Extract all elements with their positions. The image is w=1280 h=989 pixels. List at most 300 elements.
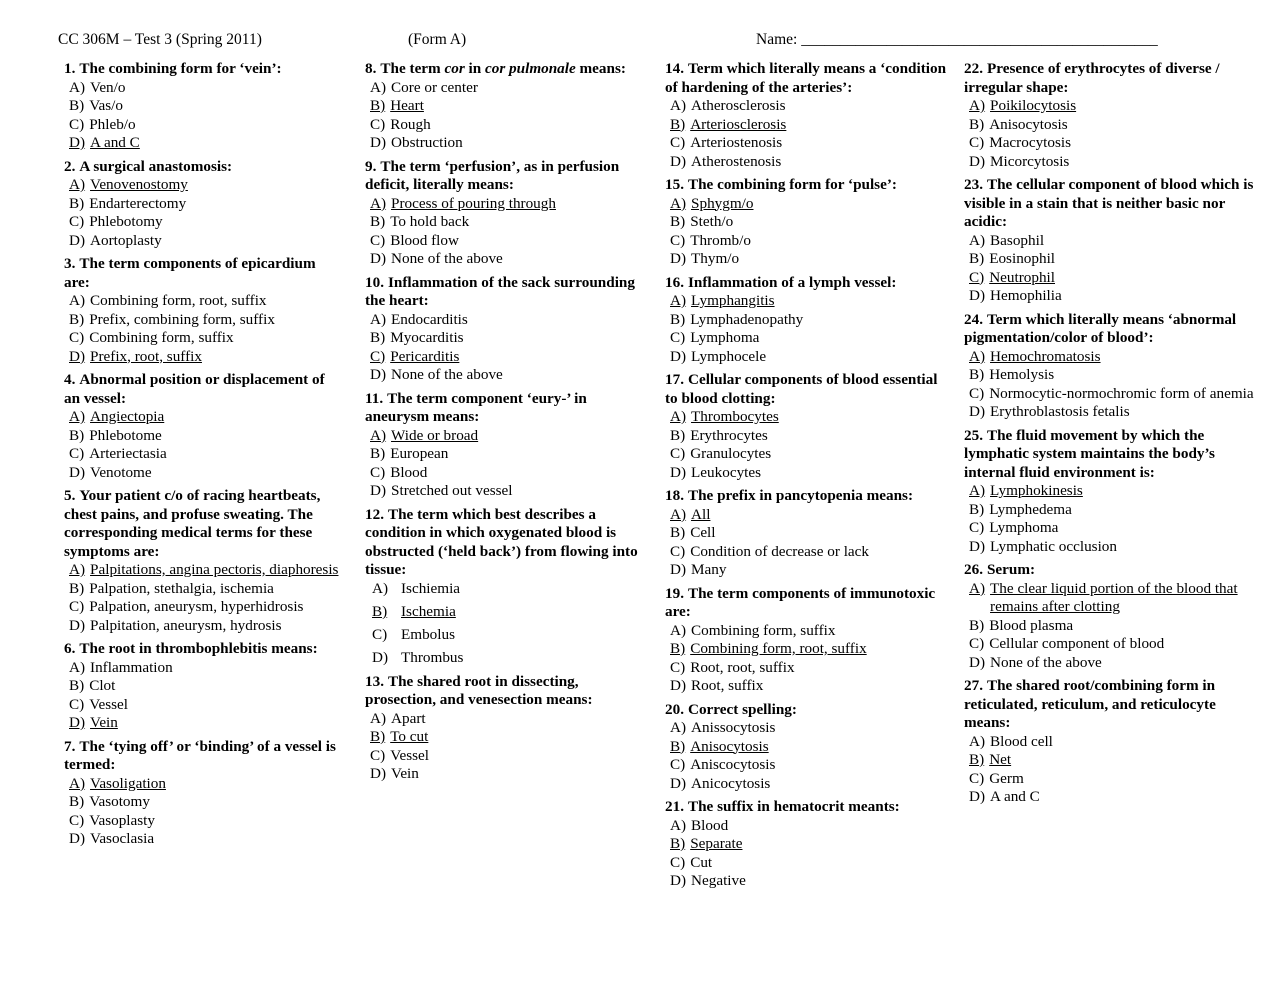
question-number: 23. <box>964 176 983 193</box>
option-letter: D) <box>670 774 687 792</box>
question-number: 4. <box>64 371 76 388</box>
option-text <box>690 854 950 873</box>
option-text <box>691 408 950 427</box>
question-column-1 <box>64 60 344 854</box>
question-item <box>64 371 344 482</box>
option-text-value: Combining form, root, suffix <box>690 640 867 657</box>
option-text-value: Steth/o <box>690 213 734 230</box>
option-text <box>90 464 344 483</box>
option-text <box>690 116 950 135</box>
option-text-value: Aniscocytosis <box>690 756 776 773</box>
option <box>64 329 344 348</box>
option-text-value: Palpation, aneurysm, hyperhidrosis <box>89 598 304 615</box>
option-letter: D) <box>370 765 387 783</box>
option <box>365 116 645 135</box>
option <box>964 403 1254 422</box>
option-text-value: Atherosclerosis <box>691 97 786 114</box>
question-text: The term component ‘eury-’ in aneurysm means: <box>365 389 587 425</box>
option-text <box>390 464 645 483</box>
option-letter: D) <box>69 231 86 249</box>
option-text-value: Stretched out vessel <box>391 482 513 499</box>
option-letter: A) <box>969 97 986 114</box>
question-number: 18. <box>665 487 684 504</box>
option-letter: B) <box>370 329 386 346</box>
option <box>64 97 344 116</box>
option-text <box>391 195 645 214</box>
question-item <box>665 487 950 580</box>
question-number: 7. <box>64 737 76 755</box>
option-text-value: Endocarditis <box>391 310 468 328</box>
option-text-value: Ischiemia <box>401 579 461 597</box>
option-text-value: Blood <box>390 463 428 481</box>
option-text-value: Granulocytes <box>690 445 772 462</box>
option-letter: C) <box>670 445 686 462</box>
option-text <box>989 250 1254 269</box>
option <box>64 598 344 617</box>
option-letter: C) <box>969 769 985 787</box>
question-stem <box>964 60 1254 97</box>
option-text <box>90 292 344 311</box>
option-text-value: Root, root, suffix <box>690 658 795 676</box>
option <box>665 153 950 172</box>
option <box>964 366 1254 385</box>
question-number: 6. <box>64 640 76 657</box>
option-text <box>990 153 1254 172</box>
option-text-value: Negative <box>691 872 746 889</box>
option <box>365 580 645 599</box>
option-text-value: Obstruction <box>391 134 463 151</box>
option-text <box>989 116 1254 135</box>
option-answer <box>365 97 645 116</box>
option-text-value: Phleb/o <box>89 115 136 133</box>
form-label: (Form A) <box>408 31 467 48</box>
option <box>64 580 344 599</box>
option-text-value: None of the above <box>990 653 1102 671</box>
option <box>64 677 344 696</box>
option-text <box>690 134 950 153</box>
option-text-value: Eosinophil <box>989 250 1056 267</box>
option-text-value: Process of pouring through <box>391 194 556 212</box>
question-text: Cellular components of blood essential to blood clotting: <box>665 371 938 407</box>
option-letter: B) <box>69 579 85 597</box>
option-text <box>89 116 344 135</box>
option <box>665 543 950 562</box>
question-stem <box>64 60 344 79</box>
question-stem <box>64 255 344 292</box>
stem-part: The term <box>380 60 445 77</box>
question-text: Your patient c/o of racing heartbeats, chest pains, and profuse sweating. The corresponding medical terms for these symptoms are: <box>64 487 321 560</box>
option <box>964 617 1254 636</box>
question-text: The fluid movement by which the lymphatic system maintains the body’s internal fluid environment is: <box>964 426 1215 481</box>
option-text <box>390 213 645 232</box>
option-letter: C) <box>370 115 386 133</box>
option-text <box>89 97 344 116</box>
option-letter: A) <box>969 482 986 499</box>
question-stem <box>665 798 950 817</box>
option <box>964 635 1254 654</box>
option-letter: C) <box>372 625 388 643</box>
option-letter: C) <box>670 658 686 676</box>
option-text <box>989 617 1254 636</box>
question-stem <box>665 371 950 408</box>
option-letter: C) <box>670 542 686 560</box>
option-text-value: Lymphoma <box>690 329 760 346</box>
option-text-value: Thrombus <box>401 649 464 667</box>
option <box>964 116 1254 135</box>
option-text <box>90 659 344 678</box>
question-item <box>665 371 950 482</box>
option-letter: A) <box>69 561 86 578</box>
option <box>365 366 645 385</box>
option-text <box>690 329 950 348</box>
question-text: The cellular component of blood which is visible in a stain that is neither basic nor acidic: <box>964 176 1254 230</box>
option-text <box>690 232 950 251</box>
option-text-value: Prefix, root, suffix <box>90 347 202 365</box>
option <box>64 617 344 636</box>
option-text <box>391 79 645 98</box>
option-text-value: Vasoligation <box>90 774 166 792</box>
option-text <box>690 445 950 464</box>
question-item <box>665 701 950 794</box>
stem-part: means: <box>575 60 626 77</box>
option-text <box>391 366 645 385</box>
question-stem <box>64 640 344 659</box>
option-text-value: Lymphocele <box>691 347 767 365</box>
option-text-value: Vas/o <box>89 97 123 114</box>
option <box>64 464 344 483</box>
option-answer <box>365 603 645 622</box>
option-answer <box>365 348 645 367</box>
option <box>64 812 344 831</box>
question-number: 27. <box>964 677 983 694</box>
option-text-value: Hemolysis <box>989 366 1055 383</box>
option-text <box>990 97 1254 116</box>
question-number: 22. <box>964 60 983 77</box>
option-text-value: Thromb/o <box>690 231 751 249</box>
option-letter: D) <box>69 463 86 481</box>
option-answer <box>64 561 344 580</box>
option-text <box>391 427 645 446</box>
option-text-value: The clear liquid portion of the blood that remains after clotting <box>990 579 1238 615</box>
question-text: Presence of erythrocytes of diverse / irregular shape: <box>964 60 1220 96</box>
option <box>64 292 344 311</box>
option <box>964 287 1254 306</box>
option-letter: A) <box>372 579 389 597</box>
option-letter: C) <box>969 134 985 151</box>
question-text: The term components of epicardium are: <box>64 255 316 291</box>
option-text-value: Combining form, root, suffix <box>90 292 267 309</box>
option-text-value: To cut <box>390 728 429 746</box>
option-text-value: Arteriosclerosis <box>690 115 787 133</box>
option-letter: A) <box>370 310 387 328</box>
option-text-value: Blood plasma <box>989 616 1074 634</box>
option-text-value: Vasoclasia <box>90 830 155 847</box>
question-stem <box>964 427 1254 483</box>
question-number: 13. <box>365 672 384 690</box>
option-letter: B) <box>370 445 386 462</box>
option-text-value: Combining form, suffix <box>89 329 234 346</box>
question-text: The term which best describes a condition in which oxygenated blood is obstructed (‘held back’) from flowing into tissue: <box>365 505 638 578</box>
option-letter: A) <box>370 709 387 727</box>
option-text <box>90 134 344 153</box>
option <box>665 250 950 269</box>
option-text-value: Blood cell <box>990 732 1053 750</box>
option-text-value: Lymphadenopathy <box>690 310 804 328</box>
option <box>665 427 950 446</box>
option-text <box>989 385 1254 404</box>
option-letter: C) <box>670 853 686 871</box>
option-letter: A) <box>370 78 387 96</box>
option-text-value: Anicocytosis <box>691 774 771 792</box>
option <box>365 445 645 464</box>
option <box>64 311 344 330</box>
option-text-value: Vessel <box>390 746 429 764</box>
option-letter: A) <box>670 816 687 834</box>
option-letter: D) <box>969 152 986 170</box>
option-answer <box>64 348 344 367</box>
option-letter: A) <box>969 579 986 597</box>
option-answer <box>665 292 950 311</box>
option <box>665 817 950 836</box>
option-text-value: Myocarditis <box>390 329 464 346</box>
option-letter: B) <box>370 728 386 746</box>
option-text <box>390 232 645 251</box>
option-text-value: Hemochromatosis <box>990 347 1101 365</box>
option <box>64 793 344 812</box>
question-text: Term which literally means ‘abnormal pigmentation/color of blood’: <box>964 310 1237 346</box>
option-letter: B) <box>69 97 85 114</box>
option-letter: A) <box>69 658 86 676</box>
question-stem <box>365 60 645 79</box>
option-text <box>390 329 645 348</box>
option-letter: B) <box>969 616 985 634</box>
option-answer <box>64 176 344 195</box>
option-text <box>989 269 1254 288</box>
option-letter: A) <box>370 194 387 212</box>
option-text <box>690 543 950 562</box>
option-answer <box>365 427 645 446</box>
option-text <box>89 213 344 232</box>
option-text <box>90 79 344 98</box>
option-answer <box>964 269 1254 288</box>
option-letter: D) <box>969 287 986 304</box>
option-letter: C) <box>969 519 985 536</box>
option-text <box>690 311 950 330</box>
question-text: Abnormal position or displacement of an vessel: <box>64 371 325 407</box>
option-text <box>390 445 645 464</box>
option <box>64 696 344 715</box>
option-text-value: European <box>390 445 449 462</box>
question-number: 12. <box>365 505 384 523</box>
option-letter: D) <box>370 482 387 499</box>
option-answer <box>665 738 950 757</box>
option-letter: B) <box>370 213 386 230</box>
option-letter: D) <box>969 537 986 555</box>
option-text-value: Heart <box>390 97 424 114</box>
option-text <box>989 635 1254 654</box>
option-text <box>990 654 1254 673</box>
question-number: 26. <box>964 561 983 578</box>
option-text <box>990 482 1254 501</box>
option-text-value: Angiectopia <box>90 408 165 425</box>
option-text-value: Basophil <box>990 231 1045 249</box>
question-number: 17. <box>665 371 684 388</box>
option-text-value: Wide or broad <box>391 426 479 444</box>
question-number: 15. <box>665 176 684 193</box>
option-text-value: Venovenostomy <box>90 176 188 193</box>
option-text <box>89 445 344 464</box>
question-stem <box>365 506 645 580</box>
question-stem <box>665 487 950 506</box>
option-text-value: Pericarditis <box>390 347 460 365</box>
option-text-value: To hold back <box>390 213 470 230</box>
option-letter: B) <box>69 310 85 328</box>
option-text <box>990 348 1254 367</box>
option-answer <box>665 116 950 135</box>
option-letter: A) <box>670 194 687 212</box>
option-letter: A) <box>969 347 986 365</box>
option-text <box>990 538 1254 557</box>
option-text <box>990 788 1254 807</box>
option <box>665 659 950 678</box>
option <box>665 854 950 873</box>
option <box>964 770 1254 789</box>
option-letter: B) <box>670 310 686 328</box>
option-answer <box>365 728 645 747</box>
option-text <box>391 765 645 784</box>
option-letter: C) <box>69 695 85 713</box>
option-text-value: None of the above <box>391 366 503 383</box>
option-letter: B) <box>969 500 985 518</box>
question-number: 20. <box>665 700 684 718</box>
option <box>64 232 344 251</box>
option <box>365 232 645 251</box>
question-stem <box>964 561 1254 580</box>
option-text <box>690 524 950 543</box>
option-answer <box>665 835 950 854</box>
option-text <box>690 738 950 757</box>
option-letter: B) <box>969 751 985 768</box>
option-letter: A) <box>670 719 687 736</box>
option-text <box>690 427 950 446</box>
question-text: Inflammation of a lymph vessel: <box>687 273 897 291</box>
question-stem <box>365 673 645 710</box>
option-text-value: Vasoplasty <box>89 811 155 829</box>
option-letter: D) <box>969 403 986 420</box>
question-number: 25. <box>964 426 983 444</box>
option-text-value: Cellular component of blood <box>989 635 1165 652</box>
option-text-value: Germ <box>989 769 1024 787</box>
question-item <box>964 60 1254 171</box>
option-text <box>990 232 1254 251</box>
question-column-2 <box>365 60 645 789</box>
option <box>964 134 1254 153</box>
option-letter: A) <box>969 231 986 249</box>
name-label: Name: <box>756 31 798 48</box>
question-stem <box>64 371 344 408</box>
option-answer <box>964 751 1254 770</box>
option-answer <box>665 640 950 659</box>
option-text-value: Anisocytosis <box>989 115 1068 133</box>
option-letter: B) <box>670 213 686 230</box>
option-letter: B) <box>969 115 985 133</box>
question-stem <box>665 60 950 97</box>
question-number: 19. <box>665 584 684 602</box>
question-item <box>365 158 645 269</box>
option <box>665 348 950 367</box>
option-letter: D) <box>670 463 687 481</box>
question-item <box>964 427 1254 557</box>
option-letter: C) <box>969 635 985 652</box>
option-letter: C) <box>670 756 686 773</box>
question-item <box>365 506 645 668</box>
option-letter: B) <box>69 677 85 694</box>
question-stem <box>665 585 950 622</box>
option <box>365 250 645 269</box>
option-letter: C) <box>69 445 85 462</box>
question-number: 9. <box>365 157 377 175</box>
option-text <box>90 775 344 794</box>
option-letter: A) <box>69 176 86 193</box>
option <box>665 872 950 891</box>
option-text <box>989 751 1254 770</box>
option <box>365 134 645 153</box>
option-letter: D) <box>969 653 986 671</box>
option-letter: A) <box>69 78 86 96</box>
option-text <box>390 97 645 116</box>
option-text <box>989 770 1254 789</box>
option-letter: D) <box>372 649 389 667</box>
option <box>665 311 950 330</box>
option-text <box>690 835 950 854</box>
question-stem <box>365 390 645 427</box>
option-text-value: All <box>691 505 711 523</box>
option-letter: C) <box>69 115 85 133</box>
question-item <box>365 60 645 153</box>
option <box>365 626 645 645</box>
question-item <box>64 255 344 366</box>
option-text <box>401 603 645 622</box>
question-number: 8. <box>365 60 377 77</box>
question-text: The suffix in hematocrit meants: <box>687 798 900 815</box>
option-letter: D) <box>670 677 687 694</box>
option-text <box>989 134 1254 153</box>
option-letter: B) <box>69 793 85 810</box>
option-text-value: Phlebotome <box>89 426 162 444</box>
option-answer <box>64 408 344 427</box>
course-title: CC 306M – Test 3 (Spring 2011) <box>58 31 262 48</box>
option <box>64 195 344 214</box>
option-text-value: Core or center <box>391 78 478 96</box>
option-text <box>690 640 950 659</box>
option <box>964 385 1254 404</box>
option-text-value: Root, suffix <box>691 677 764 694</box>
option-letter: D) <box>370 134 387 151</box>
option <box>64 213 344 232</box>
option-text <box>390 348 645 367</box>
option-text <box>90 561 344 580</box>
question-column-3 <box>665 60 950 896</box>
option-text <box>391 311 645 330</box>
question-text: The term ‘perfusion’, as in perfusion deficit, literally means: <box>365 157 620 193</box>
option-text <box>89 598 344 617</box>
question-item <box>365 274 645 385</box>
option-letter: C) <box>370 463 386 481</box>
option-answer <box>964 97 1254 116</box>
option-text-value: Ven/o <box>90 78 126 96</box>
option-answer <box>964 348 1254 367</box>
option <box>365 482 645 501</box>
